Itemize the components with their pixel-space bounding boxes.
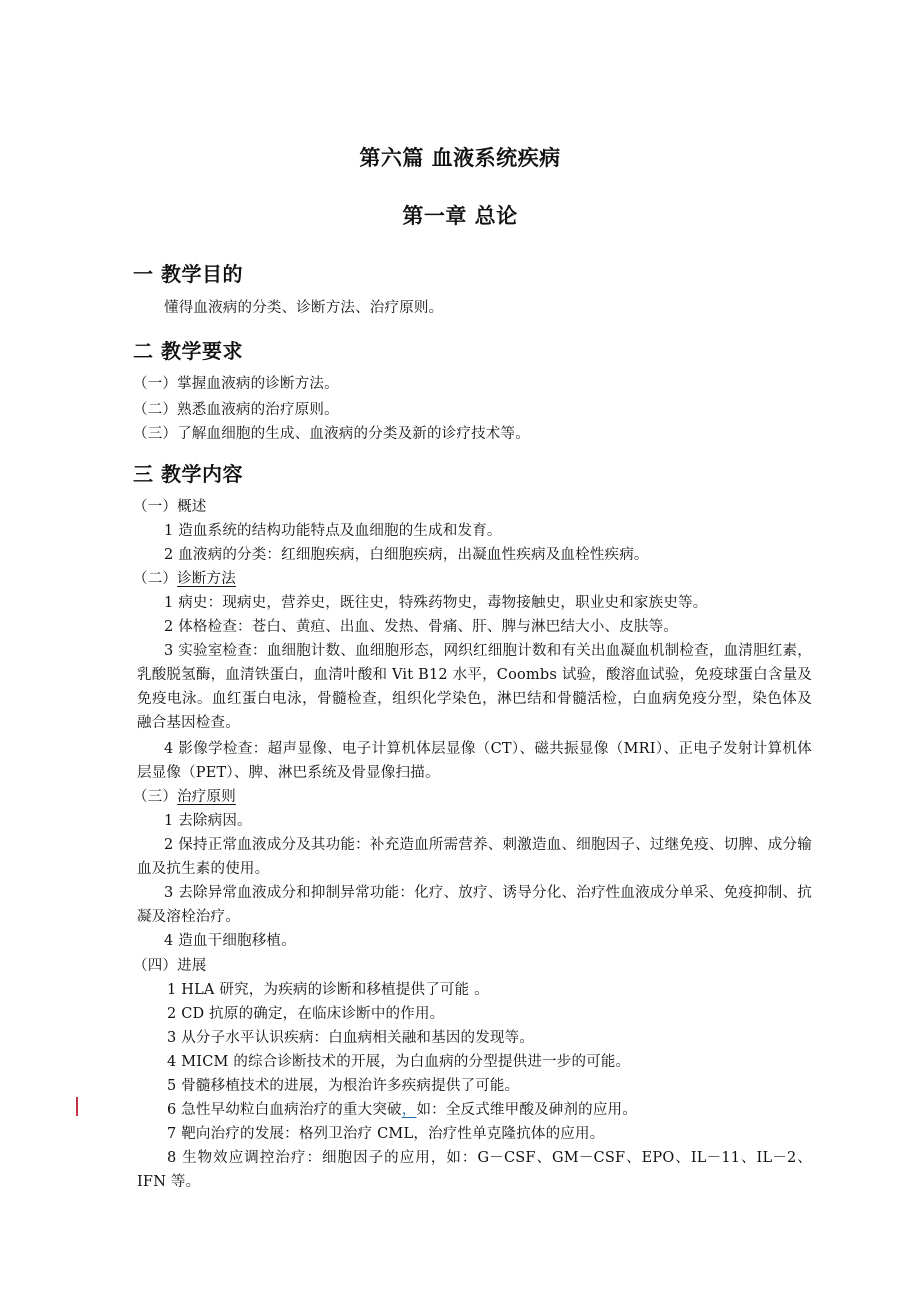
progress-item: 3 从分子水平认识疾病：白血病相关融和基因的发现等。 [167,1030,535,1046]
overview-item: 1 造血系统的结构功能特点及血细胞的生成和发育。 [164,523,502,539]
progress-item6-text: 6 急性早幼粒白血病治疗的重大突破 [167,1102,402,1118]
diagnosis-lab-text: 3 实验室检查：血细胞计数、血细胞形态，网织红细胞计数和有关出血凝血机制检查，血清胆红素，乳酸脱氢酶，血清铁蛋白，血清叶酸和 Vit B12 水平，Coombs 试验，酸溶血试验，免疫球蛋白含量及免疫电泳。血红蛋白电泳，骨髓检查，组织化学染色，淋巴结和骨髓活检，白血病免疫分型，染色体及融合基因检查。 [137,643,812,731]
diagnosis-item: 1 病史：现病史，营养史，既往史，特殊药物史，毒物接触史，职业史和家族史等。 [164,595,708,611]
diagnosis-imaging-text: 4 影像学检查：超声显像、电子计算机体层显像（CT）、磁共振显像（MRI）、正电子发射计算机体层显像（PET）、脾、淋巴系统及骨显像扫描。 [137,741,812,781]
subsection-overview-heading: （一）概述 [133,499,207,515]
progress-item: 7 靶向治疗的发展：格列卫治疗 CML，治疗性单克隆抗体的应用。 [167,1126,605,1142]
diagnosis-item: 2 体格检查：苍白、黄疸、出血、发热、骨痛、肝、脾与淋巴结大小、皮肤等。 [164,619,679,635]
diagnosis-heading-prefix: （二） [133,571,178,587]
treatment-item [137,881,812,929]
progress-item: 4 MICM 的综合诊断技术的开展，为白血病的分型提供进一步的可能。 [167,1054,631,1070]
progress-item8-text: 8 生物效应调控治疗：细胞因子的应用，如：G－CSF、GM－CSF、EPO、IL－11、IL－2、IFN 等。 [137,1150,812,1190]
treatment-item [137,833,812,881]
requirement-item: （三）了解血细胞的生成、血液病的分类及新的诊疗技术等。 [133,426,530,442]
treatment-heading-text: 治疗原则 [177,789,236,805]
diagnosis-item-lab [137,639,812,735]
objectives-text: 懂得血液病的分类、诊断方法、治疗原则。 [164,300,444,316]
progress-item: 2 CD 抗原的确定，在临床诊断中的作用。 [167,1006,445,1022]
progress-item-6 [167,1098,637,1122]
diagnosis-item-imaging [137,737,812,785]
overview-item: 2 血液病的分类：红细胞疾病，白细胞疾病，出凝血性疾病及血栓性疾病。 [164,547,649,563]
progress-item-8 [137,1146,812,1194]
subsection-diagnosis-heading [133,567,236,591]
requirement-item: （一）掌握血液病的诊断方法。 [133,376,339,392]
progress-item: 1 HLA 研究，为疾病的诊断和移植提供了可能 。 [167,982,489,998]
requirement-item: （二）熟悉血液病的治疗原则。 [133,402,339,418]
progress-item: 5 骨髓移植技术的进展，为根治许多疾病提供了可能。 [167,1078,520,1094]
treatment-item: 1 去除病因。 [164,813,252,829]
revision-change-bar [76,1097,78,1116]
section-heading-requirements: 二 教学要求 [133,339,243,363]
revision-insert-mark: ， [401,1102,417,1118]
diagnosis-heading-text: 诊断方法 [177,571,236,587]
progress-item6-tail: 如：全反式维甲酸及砷剂的应用。 [416,1102,637,1118]
subsection-treatment-heading [133,785,236,809]
treatment-heading-prefix: （三） [133,789,178,805]
chapter-title: 第一章 总论 [402,204,518,228]
part-title: 第六篇 血液系统疾病 [359,146,561,170]
subsection-progress-heading: （四）进展 [133,958,207,974]
treatment-item-text: 2 保持正常血液成分及其功能：补充造血所需营养、刺激造血、细胞因子、过继免疫、切脾、成分输血及抗生素的使用。 [137,837,812,877]
treatment-item: 4 造血干细胞移植。 [164,933,296,949]
treatment-item-text: 3 去除异常血液成分和抑制异常功能：化疗、放疗、诱导分化、治疗性血液成分单采、免疫抑制、抗凝及溶栓治疗。 [137,885,812,925]
section-heading-content: 三 教学内容 [133,462,243,486]
section-heading-objectives: 一 教学目的 [133,262,243,286]
